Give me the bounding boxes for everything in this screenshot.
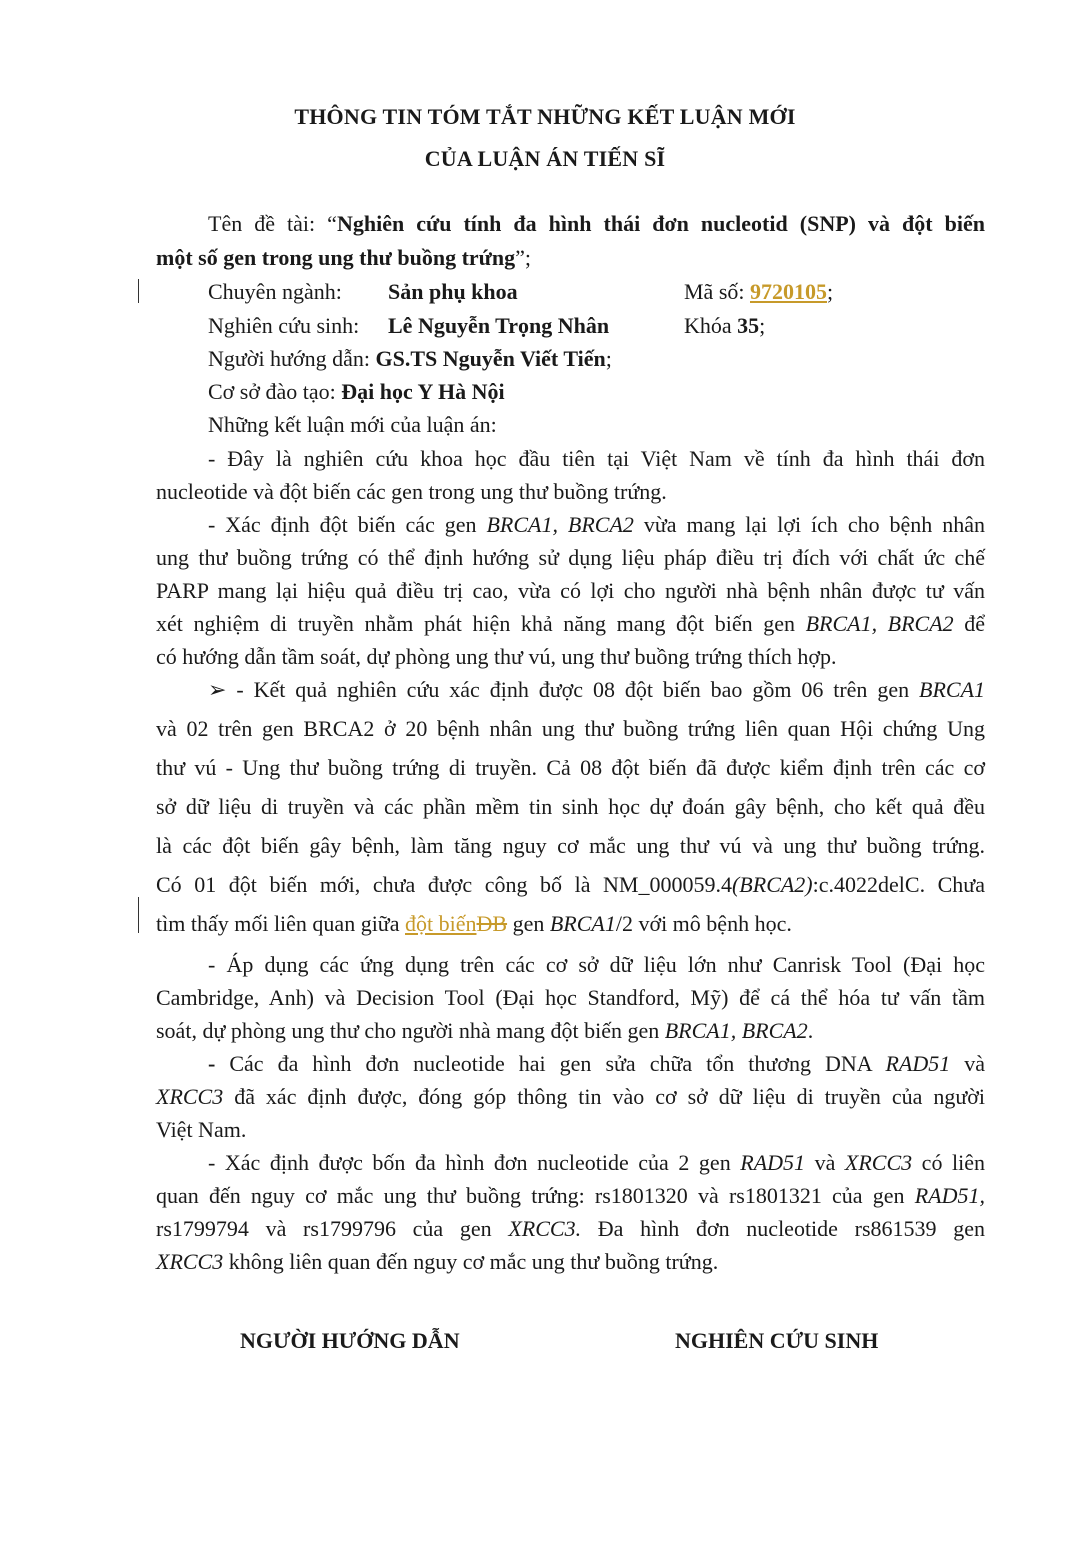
topic-line-1: [156, 211, 985, 237]
change-bar-1: [138, 279, 139, 303]
finding-3-line-6: Có 01 đột biến mới, chưa được công bố là NM_000059.4(BRCA2):c.4022delC. Chưa: [156, 872, 985, 897]
finding-1-line-2: nucleotide và đột biến các gen trong ung thư buồng trứng.: [156, 479, 667, 504]
signature-student: NGHIÊN CỨU SINH: [675, 1328, 879, 1353]
finding-5-line-1: - Các đa hình đơn nucleotide hai gen sửa chữa tổn thương DNA RAD51 và: [208, 1051, 985, 1076]
finding-6-line-4: XRCC3 không liên quan đến nguy cơ mắc ung thư buồng trứng.: [156, 1249, 719, 1274]
tracked-deletion: ĐB: [476, 911, 508, 936]
finding-3-line-4: sở dữ liệu di truyền và các phần mềm tin sinh học dự đoán gây bệnh, cho kết quả đều: [156, 794, 985, 819]
findings-label: Những kết luận mới của luận án:: [208, 412, 497, 437]
institution-value: Đại học Y Hà Nội: [341, 379, 505, 404]
finding-3-line-1: ➢ - Kết quả nghiên cứu xác định được 08 đột biến bao gồm 06 trên gen BRCA1: [208, 677, 986, 702]
major-value: Sản phụ khoa: [388, 279, 518, 304]
finding-6-line-2: quan đến nguy cơ mắc ung thư buồng trứng: rs1801320 và rs1801321 của gen RAD51,: [156, 1183, 985, 1208]
document-title-line-1: THÔNG TIN TÓM TẮT NHỮNG KẾT LUẬN MỚI: [294, 104, 796, 129]
code-value: 9720105: [750, 279, 827, 304]
course-row: Khóa 35;: [684, 313, 766, 338]
finding-2-line-5: có hướng dẫn tầm soát, dự phòng ung thư vú, ung thư buồng trứng thích hợp.: [156, 644, 837, 669]
finding-4-line-3: soát, dự phòng ung thư cho người nhà mang đột biến gen BRCA1, BRCA2.: [156, 1018, 814, 1043]
course-value: 35: [737, 313, 760, 338]
topic-title-part-2: một số gen trong ung thư buồng trứng: [156, 245, 516, 270]
finding-2-line-3: PARP mang lại hiệu quả điều trị cao, vừa có lợi cho người nhà bệnh nhân được tư vấn: [156, 578, 985, 603]
finding-2-line-4: xét nghiệm di truyền nhằm phát hiện khả năng mang đột biến gen BRCA1, BRCA2 để: [156, 611, 986, 636]
topic-line-2: một số gen trong ung thư buồng trứng”;: [156, 245, 532, 270]
advisor-row: Người hướng dẫn: GS.TS Nguyễn Viết Tiến;: [208, 346, 612, 371]
finding-3-line-2: và 02 trên gen BRCA2 ở 20 bệnh nhân ung thư buồng trứng liên quan Hội chứng Ung: [156, 716, 985, 741]
finding-1-line-1: - Đây là nghiên cứu khoa học đầu tiên tại Việt Nam về tính đa hình thái đơn: [208, 446, 985, 471]
tracked-insertion: đột biến: [405, 911, 477, 936]
finding-2-line-1: - Xác định đột biến các gen BRCA1, BRCA2 vừa mang lại lợi ích cho bệnh nhân: [208, 512, 985, 537]
topic-title-part-1: Nghiên cứu tính đa hình thái đơn nucleotid (SNP) và đột biến: [336, 211, 985, 236]
finding-5-line-3: Việt Nam.: [156, 1117, 247, 1142]
signature-advisor: NGƯỜI HƯỚNG DẪN: [240, 1328, 460, 1353]
student-label: Nghiên cứu sinh:: [208, 313, 360, 338]
topic-label: Tên đề tài: “: [208, 211, 337, 236]
finding-4-line-1: - Áp dụng các ứng dụng trên các cơ sở dữ liệu lớn như Canrisk Tool (Đại học: [208, 952, 985, 977]
student-value: Lê Nguyễn Trọng Nhân: [388, 313, 610, 338]
document-title-line-2: CỦA LUẬN ÁN TIẾN SĨ: [424, 146, 666, 171]
code-row: Mã số: 9720105;: [684, 279, 834, 304]
finding-3-line-5: là các đột biến gây bệnh, làm tăng nguy cơ mắc ung thư vú và ung thư buồng trứng.: [156, 833, 985, 858]
finding-3-line-3: thư vú - Ung thư buồng trứng di truyền. Cả 08 đột biến đã được kiểm định trên các cơ: [156, 755, 985, 780]
finding-4-line-2: Cambridge, Anh) và Decision Tool (Đại học Standford, Mỹ) để cá thể hóa tư vấn tầm: [156, 985, 985, 1010]
finding-2-line-2: ung thư buồng trứng có thể định hướng sử dụng liệu pháp điều trị đích với chất ức chế: [156, 545, 985, 570]
change-bar-2: [138, 897, 139, 933]
institution-row: Cơ sở đào tạo: Đại học Y Hà Nội: [208, 379, 505, 404]
finding-3-line-7: tìm thấy mối liên quan giữa đột biếnĐB gen BRCA1/2 với mô bệnh học.: [156, 911, 792, 936]
major-label: Chuyên ngành:: [208, 279, 342, 304]
arrow-bullet-icon: ➢: [208, 677, 227, 702]
finding-5-line-2: XRCC3 đã xác định được, đóng góp thông tin vào cơ sở dữ liệu di truyền của người: [156, 1084, 985, 1109]
advisor-value: GS.TS Nguyễn Viết Tiến: [375, 346, 606, 371]
finding-6-line-1: - Xác định được bốn đa hình đơn nucleotide của 2 gen RAD51 và XRCC3 có liên: [208, 1150, 985, 1175]
finding-6-line-3: rs1799794 và rs1799796 của gen XRCC3. Đa hình đơn nucleotide rs861539 gen: [156, 1216, 985, 1241]
